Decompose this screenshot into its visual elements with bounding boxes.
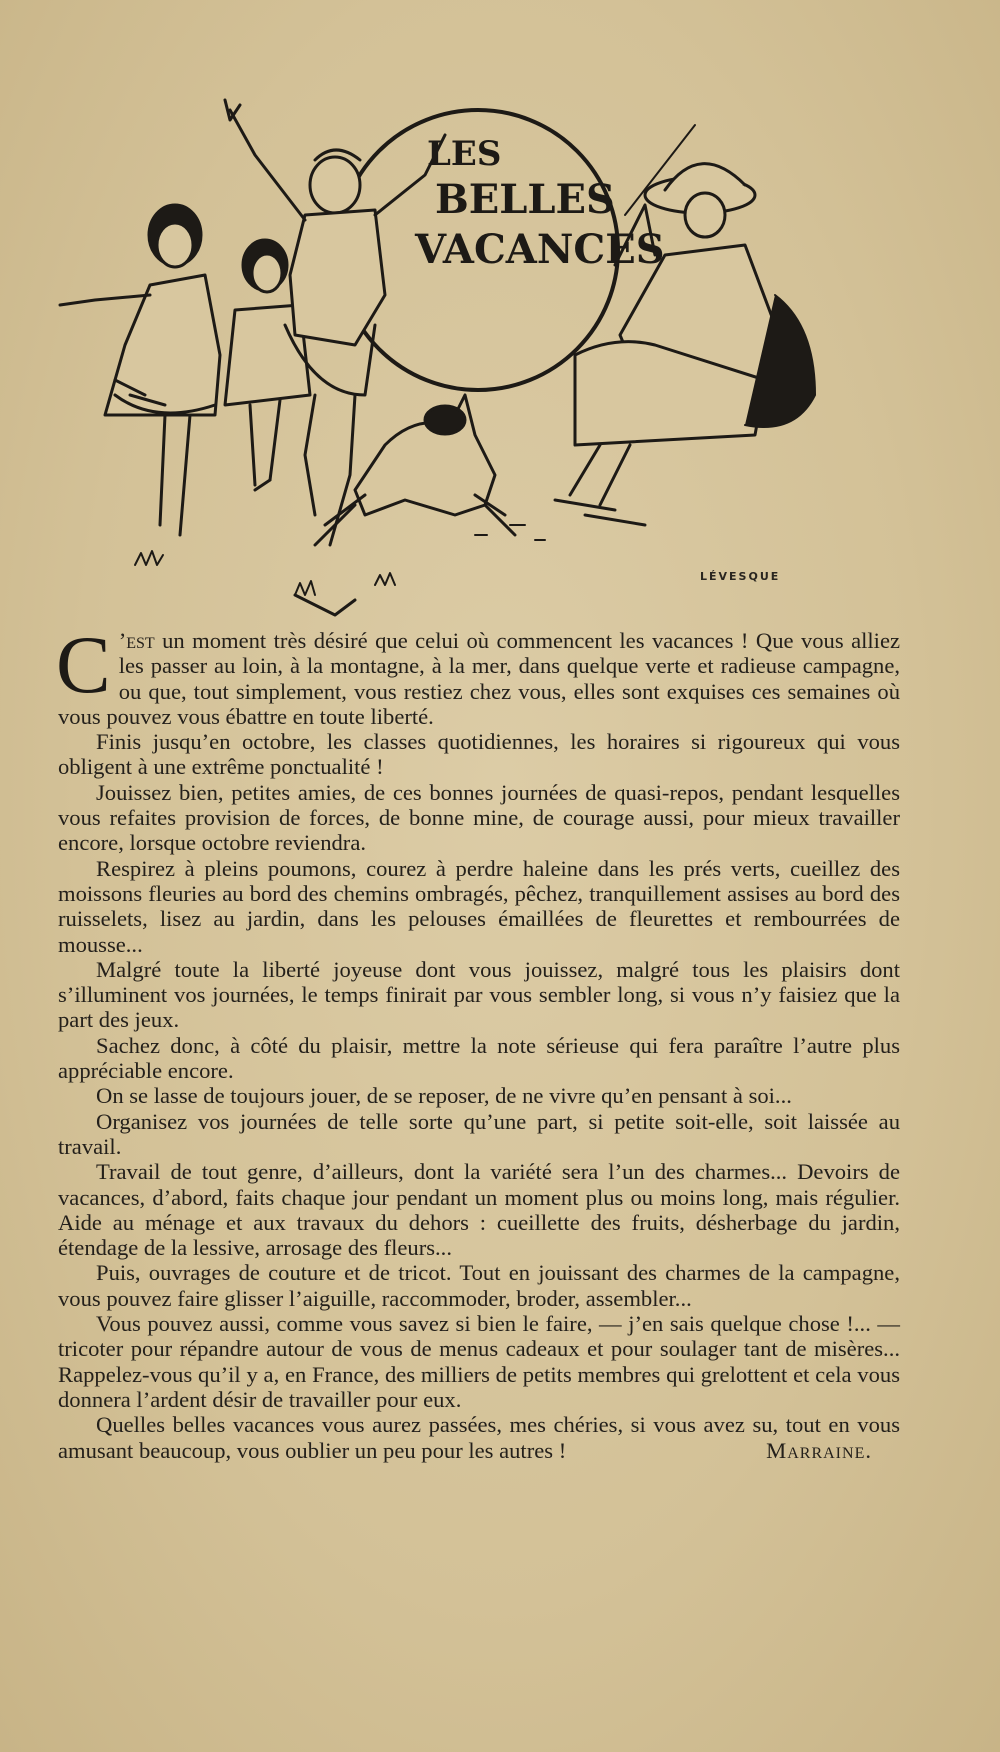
article-paragraph: On se lasse de toujours jouer, de se reposer, de ne vivre qu’en pensant à soi... <box>96 1083 792 1109</box>
title-line-les: LES <box>427 134 502 174</box>
article-body <box>56 619 900 1463</box>
illustrator-signature: LÉVESQUE <box>700 570 781 583</box>
opening-smallcaps: ’est <box>118 628 155 653</box>
article-paragraph: Finis jusqu’en octobre, les classes quotidiennes, les horaires si rigoureux qui vous obligent à une extrême ponctualité ! <box>58 729 900 780</box>
closing-text: Quelles belles vacances vous aurez passées, mes chéries, si vous avez su, tout en vous amusant beaucoup, vous oublier un peu pour les autres ! <box>58 1412 900 1463</box>
author-signature: Marraine. <box>766 1437 872 1463</box>
article-paragraph: Organisez vos journées de telle sorte qu’une part, si petite soit-elle, soit laissée au travail. <box>58 1108 900 1159</box>
article-paragraph: Puis, ouvrages de couture et de tricot. Tout en jouissant des charmes de la campagne, vous pouvez faire glisser l’aiguille, raccommoder, broder, assembler... <box>58 1260 900 1311</box>
article-paragraph: Respirez à pleins poumons, courez à perdre haleine dans les prés verts, cueillez des moissons fleuries au bord des chemins ombragés, pêchez, tranquillement assises au bord des ruisselets, lisez au jardin, dans les pelouses émaillées de fleurettes et rembourrées de mousse... <box>58 855 900 957</box>
header-illustration <box>55 95 905 630</box>
vacation-girls-drawing <box>55 95 905 630</box>
article-paragraph: Malgré toute la liberté joyeuse dont vous jouissez, malgré tous les plaisirs dont s’illuminent vos journées, le temps finirait par vous sembler long, si vous n’y faisiez que la part des jeux. <box>58 956 900 1033</box>
paragraph-text: un moment très désiré que celui où commencent les vacances ! Que vous alliez les passer au loin, à la montagne, à la mer, dans quelque verte et radieuse campagne, ou que, tout simplement, vous restiez chez vous, elles sont exquises ces semaines où vous pouvez vous ébattre en toute liberté. <box>58 628 900 729</box>
article-paragraph: Travail de tout genre, d’ailleurs, dont la variété sera l’un des charmes... Devoirs de vacances, d’abord, faits chaque jour pendant un moment plus ou moins long, mais régulier. Aide au ménage et aux travaux du dehors : cueillette des fruits, désherbage du jardin, étendage de la lessive, arrosage des fleurs... <box>58 1159 900 1261</box>
dog-figure <box>315 395 515 545</box>
drop-cap: C <box>56 619 111 710</box>
title-line-belles: BELLES <box>435 176 615 223</box>
article-paragraph: Sachez donc, à côté du plaisir, mettre la note sérieuse qui fera paraître l’autre plus appréciable encore. <box>58 1032 900 1084</box>
closing-paragraph <box>58 1412 900 1463</box>
article-paragraph <box>56 619 900 729</box>
article-paragraph: Vous pouvez aussi, comme vous savez si bien le faire, — j’en sais quelque chose !... — tricoter pour répandre autour de vous de menus cadeaux et pour soulager tant de misères... Rappelez-vous qu’il y a, en France, des milliers de petits membres qui grelottent et cela vous donnera l’ardent désir de travailler pour eux. <box>58 1311 900 1412</box>
article-paragraph: Jouissez bien, petites amies, de ces bonnes journées de quasi-repos, pendant lesquelles vous refaites provision de forces, de bonne mine, de courage aussi, pour mieux travailler encore, lorsque octobre reviendra. <box>58 779 900 856</box>
girl-left-figure <box>60 205 220 535</box>
title-line-vacances: VACANCES <box>415 226 665 273</box>
